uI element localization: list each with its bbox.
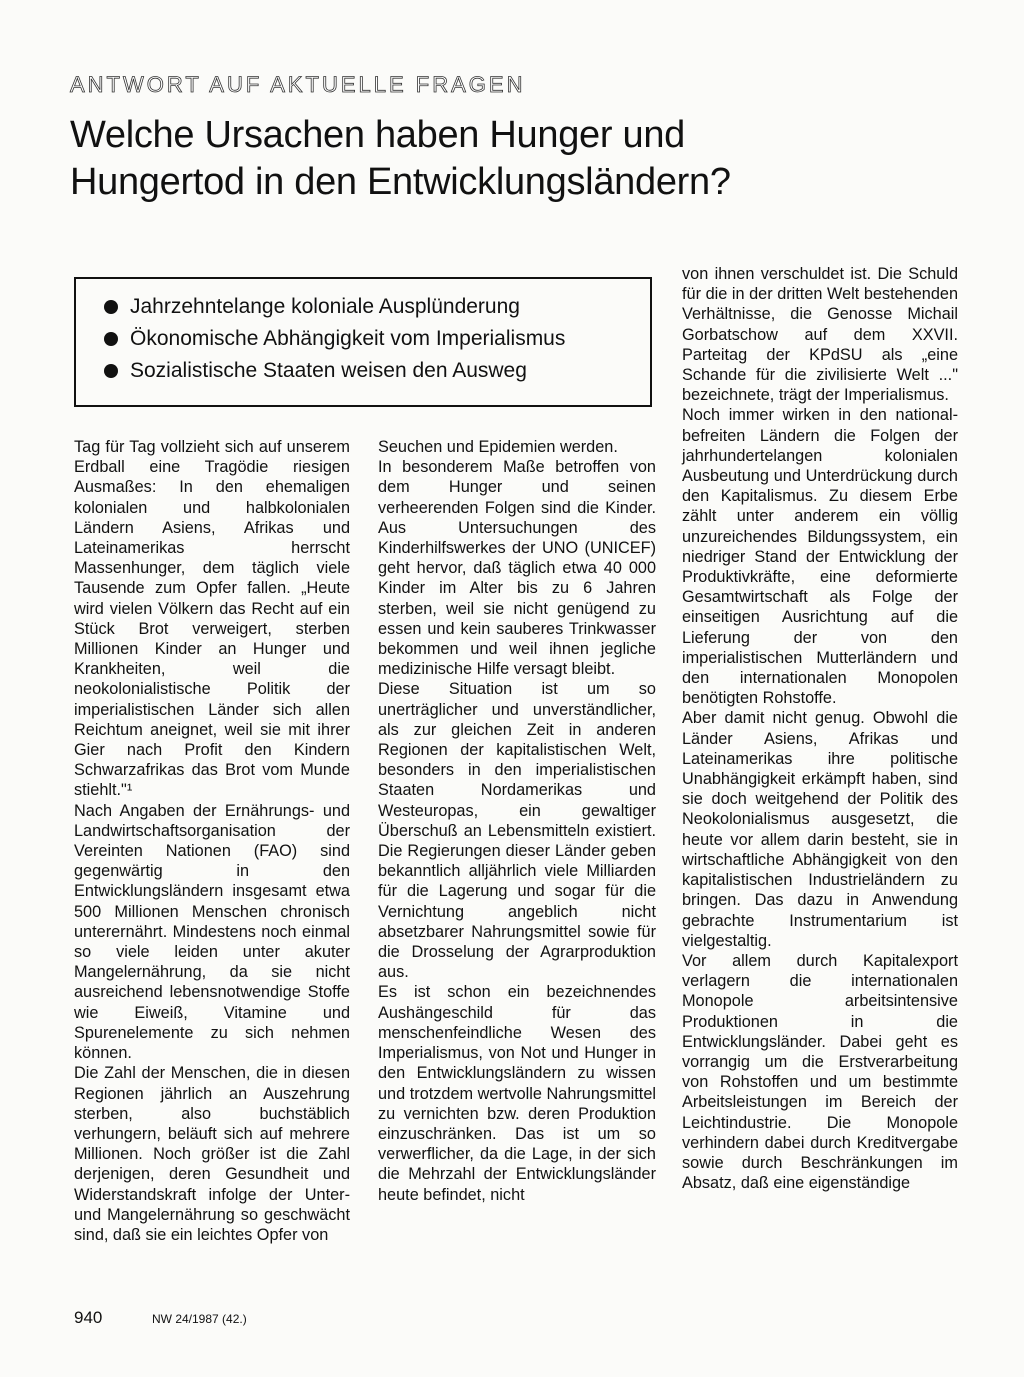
text-column-1 [74, 437, 350, 1245]
page-number: 940 [74, 1308, 103, 1327]
paragraph: Die Zahl der Menschen, die in diesen Regionen jährlich an Auszehrung sterben, also buchstäblich verhungern, beläuft sich auf mehrere Millionen. Noch größer ist die Zahl derjenigen, deren Gesundheit und Widerstandskraft infolge der Unter- und Mangelernährung so geschwächt sind, daß sie ein leichtes Opfer von [74, 1064, 350, 1244]
paragraph: Diese Situation ist um so unerträglicher und unverständlicher, als zur gleichen Zeit in anderen Regionen der kapitalistischen Welt, besonders in den imperialistischen Staaten Nordamerikas und Westeuropas, ein gewaltiger Überschuß an Lebensmitteln existiert. Die Regierungen dieser Länder geben bekanntlich alljährlich viele Milliarden für die Lagerung und sogar für die Vernichtung angeblich nicht absetzbarer Nahrungsmittel sowie für die Drosselung der Agrarproduktion aus. [378, 680, 656, 982]
paragraph: Es ist schon ein bezeichnendes Aushängeschild für das menschenfeindliche Wesen des Imperialismus, von Not und Hunger in den Entwicklungsländern zu wissen und trotzdem wertvolle Nahrungsmittel zu vernichten bzw. deren Produktion einzuschränken. Das ist um so verwerflicher, da die Lage, in der sich die Mehrzahl der Entwicklungsländer heute befindet, nicht [378, 983, 656, 1204]
paragraph: Nach Angaben der Ernährungs- und Landwirtschaftsorganisation der Vereinten Nationen (FAO) sind gegenwärtig in den Entwicklungsländern insgesamt etwa 500 Millionen Menschen chronisch unterernährt. Mindestens noch einmal so viele leiden unter akuter Mangelernährung, da sie nicht ausreichend lebensnotwendige Stoffe wie Eiweiß, Vitamine und Spurenelemente zu sich nehmen können. [74, 801, 350, 1063]
bullet-icon [104, 364, 118, 378]
summary-item-text: Ökonomische Abhängigkeit vom Imperialismus [130, 327, 566, 350]
bullet-icon [104, 300, 118, 314]
paragraph: Tag für Tag vollzieht sich auf unserem Erdball eine Tragödie riesigen Ausmaßes: In den ehemaligen kolonialen und halbkolonialen Ländern Asiens, Afrikas und Lateinamerikas herrscht Massenhunger, dem täglich viele Tausende zum Opfer fallen. „Heute wird vielen Völkern das Recht auf ein Stück Brot verweigert, sterben Millionen Kinder an Hunger und Krankheiten, weil die neokolonialistische Politik der imperialistischen Länder sich allen Reichtum aneignet, weil sie mit ihrer Gier nach Profit den Kindern Schwarzafrikas das Brot vom Munde stiehlt."¹ [74, 438, 350, 800]
page-title [70, 112, 920, 206]
paragraph: Vor allem durch Kapitalexport verlagern die internationalen Monopole arbeitsintensive Produktionen in die Entwicklungsländer. Dabei geht es vorrangig um die Erstverarbeitung von Rohstoffen und um bestimmte Arbeitsleistungen im Bereich der Leichtindustrie. Die Monopole verhindern dabei durch Kreditvergabe sowie durch Beschränkungen im Absatz, daß eine eigenständige [682, 951, 958, 1193]
summary-item-text: Sozialistische Staaten weisen den Ausweg [130, 359, 527, 382]
paragraph: von ihnen verschuldet ist. Die Schuld für die in der dritten Welt bestehenden Verhältnisse, die Genosse Michail Gorbatschow auf dem XXVII. Parteitag der KPdSU als „eine Schande für die zivilisierte Welt ..." bezeichnete, trägt der Imperialismus. [682, 265, 958, 405]
bullet-icon [104, 332, 118, 346]
summary-item-text: Jahrzehntelange koloniale Ausplünderung [130, 295, 520, 318]
text-column-3 [682, 264, 958, 1193]
title-line-1: Welche Ursachen haben Hunger und [70, 114, 685, 156]
paragraph: Noch immer wirken in den national-befreiten Ländern die Folgen der jahrhundertelangen kolonialen Ausbeutung und Unterdrückung durch den Kapitalismus. Zu diesem Erbe zählt unter anderem ein völlig unzureichendes Bildungssystem, ein niedriger Stand der Entwicklung der Produktivkräfte, eine deformierte Gesamtwirtschaft als Folge der einseitigen Ausrichtung auf die Lieferung der von den imperialistischen Mutterländern und den internationalen Monopolen benötigten Rohstoffe. [682, 406, 958, 708]
paragraph: Aber damit nicht genug. Obwohl die Länder Asiens, Afrikas und Lateinamerikas ihre politische Unabhängigkeit erkämpft haben, sind sie doch weitgehend der Politik des Neokolonialismus ausgesetzt, die heute vor allem darin besteht, sie in wirtschaftliche Abhängigkeit von den kapitalistischen Industrieländern zu bringen. Das dazu in Anwendung gebrachte Instrumentarium ist vielgestaltig. [682, 709, 958, 950]
paragraph: In besonderem Maße betroffen von dem Hunger und seinen verheerenden Folgen sind die Kinder. Aus Untersuchungen des Kinderhilfswerkes der UNO (UNICEF) geht hervor, daß täglich etwa 40 000 Kinder im Alter bis zu 6 Jahren sterben, weil sie nicht genügend zu essen und kein sauberes Trinkwasser bekommen und weil ihnen jegliche medizinische Hilfe versagt bleibt. [378, 458, 656, 679]
text-column-2 [378, 437, 656, 1205]
summary-item [104, 355, 650, 387]
summary-box [74, 277, 652, 407]
summary-item [104, 323, 650, 355]
issue-reference: NW 24/1987 (42.) [152, 1312, 247, 1326]
paragraph: Seuchen und Epidemien werden. [378, 438, 618, 456]
section-kicker: ANTWORT AUF AKTUELLE FRAGEN [70, 72, 526, 97]
summary-item [104, 291, 650, 323]
title-line-2: Hungertod in den Entwicklungsländern? [70, 161, 731, 203]
